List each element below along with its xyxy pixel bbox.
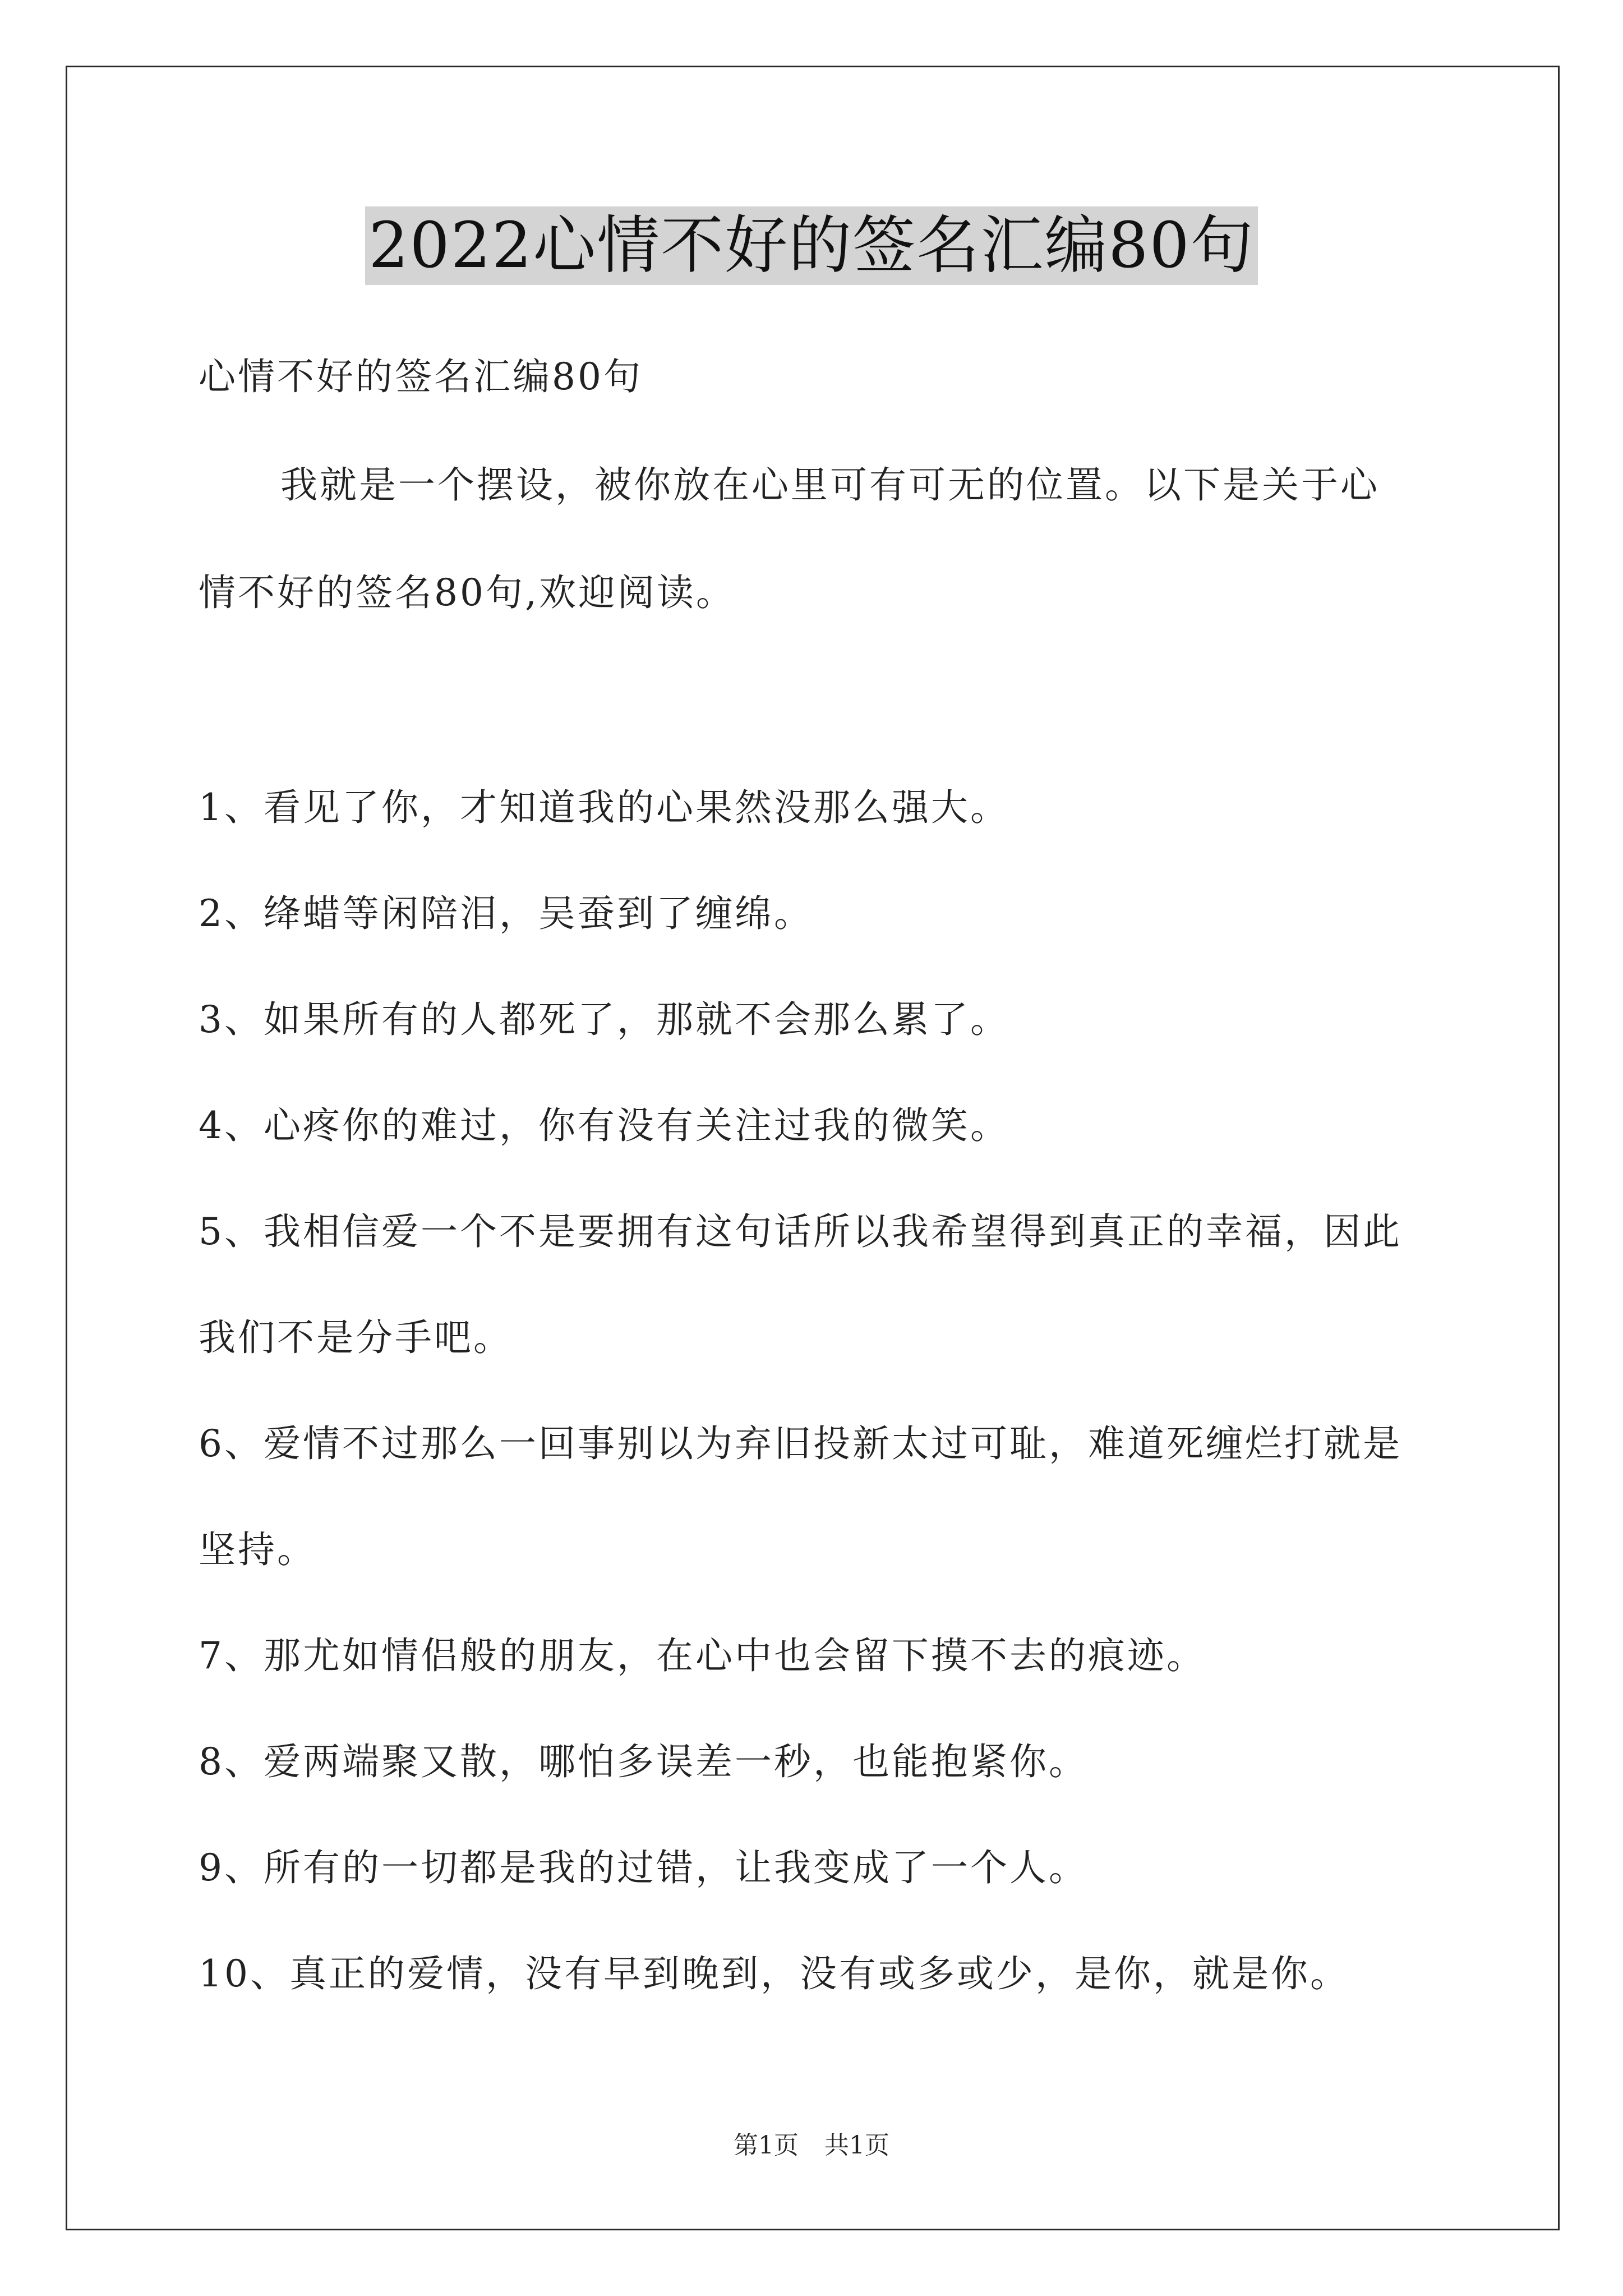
list-item-5-continued: 我们不是分手吧。 (199, 1316, 513, 1359)
list-item-1: 1、看见了你，才知道我的心果然没那么强大。 (199, 786, 1009, 829)
page-number: 第1页 (734, 2131, 799, 2160)
title-container (0, 206, 1623, 285)
list-item-5: 5、我相信爱一个不是要拥有这句话所以我希望得到真正的幸福，因此 (199, 1210, 1402, 1253)
list-item-9: 9、所有的一切都是我的过错，让我变成了一个人。 (199, 1846, 1088, 1889)
page-footer (0, 2129, 1623, 2162)
list-item-8: 8、爱两端聚又散，哪怕多误差一秒，也能抱紧你。 (199, 1740, 1088, 1783)
document-title: 2022心情不好的签名汇编80句 (365, 206, 1258, 285)
list-item-2: 2、绛蜡等闲陪泪，吴蚕到了缠绵。 (199, 892, 813, 935)
list-item-6: 6、爱情不过那么一回事别以为弃旧投新太过可耻，难道死缠烂打就是 (199, 1422, 1402, 1465)
page-total: 共1页 (824, 2131, 889, 2160)
list-item-3: 3、如果所有的人都死了，那就不会那么累了。 (199, 998, 1009, 1041)
intro-line-1: 我就是一个摆设，被你放在心里可有可无的位置。以下是关于心 (280, 463, 1380, 507)
list-item-4: 4、心疼你的难过，你有没有关注过我的微笑。 (199, 1104, 1009, 1147)
intro-line-2: 情不好的签名80句,欢迎阅读。 (199, 571, 735, 614)
list-item-10: 10、真正的爱情，没有早到晚到，没有或多或少，是你，就是你。 (199, 1952, 1349, 1995)
list-item-7: 7、那尤如情侣般的朋友，在心中也会留下摸不去的痕迹。 (199, 1634, 1206, 1677)
list-item-6-continued: 坚持。 (199, 1528, 316, 1571)
subtitle: 心情不好的签名汇编80句 (199, 355, 643, 398)
